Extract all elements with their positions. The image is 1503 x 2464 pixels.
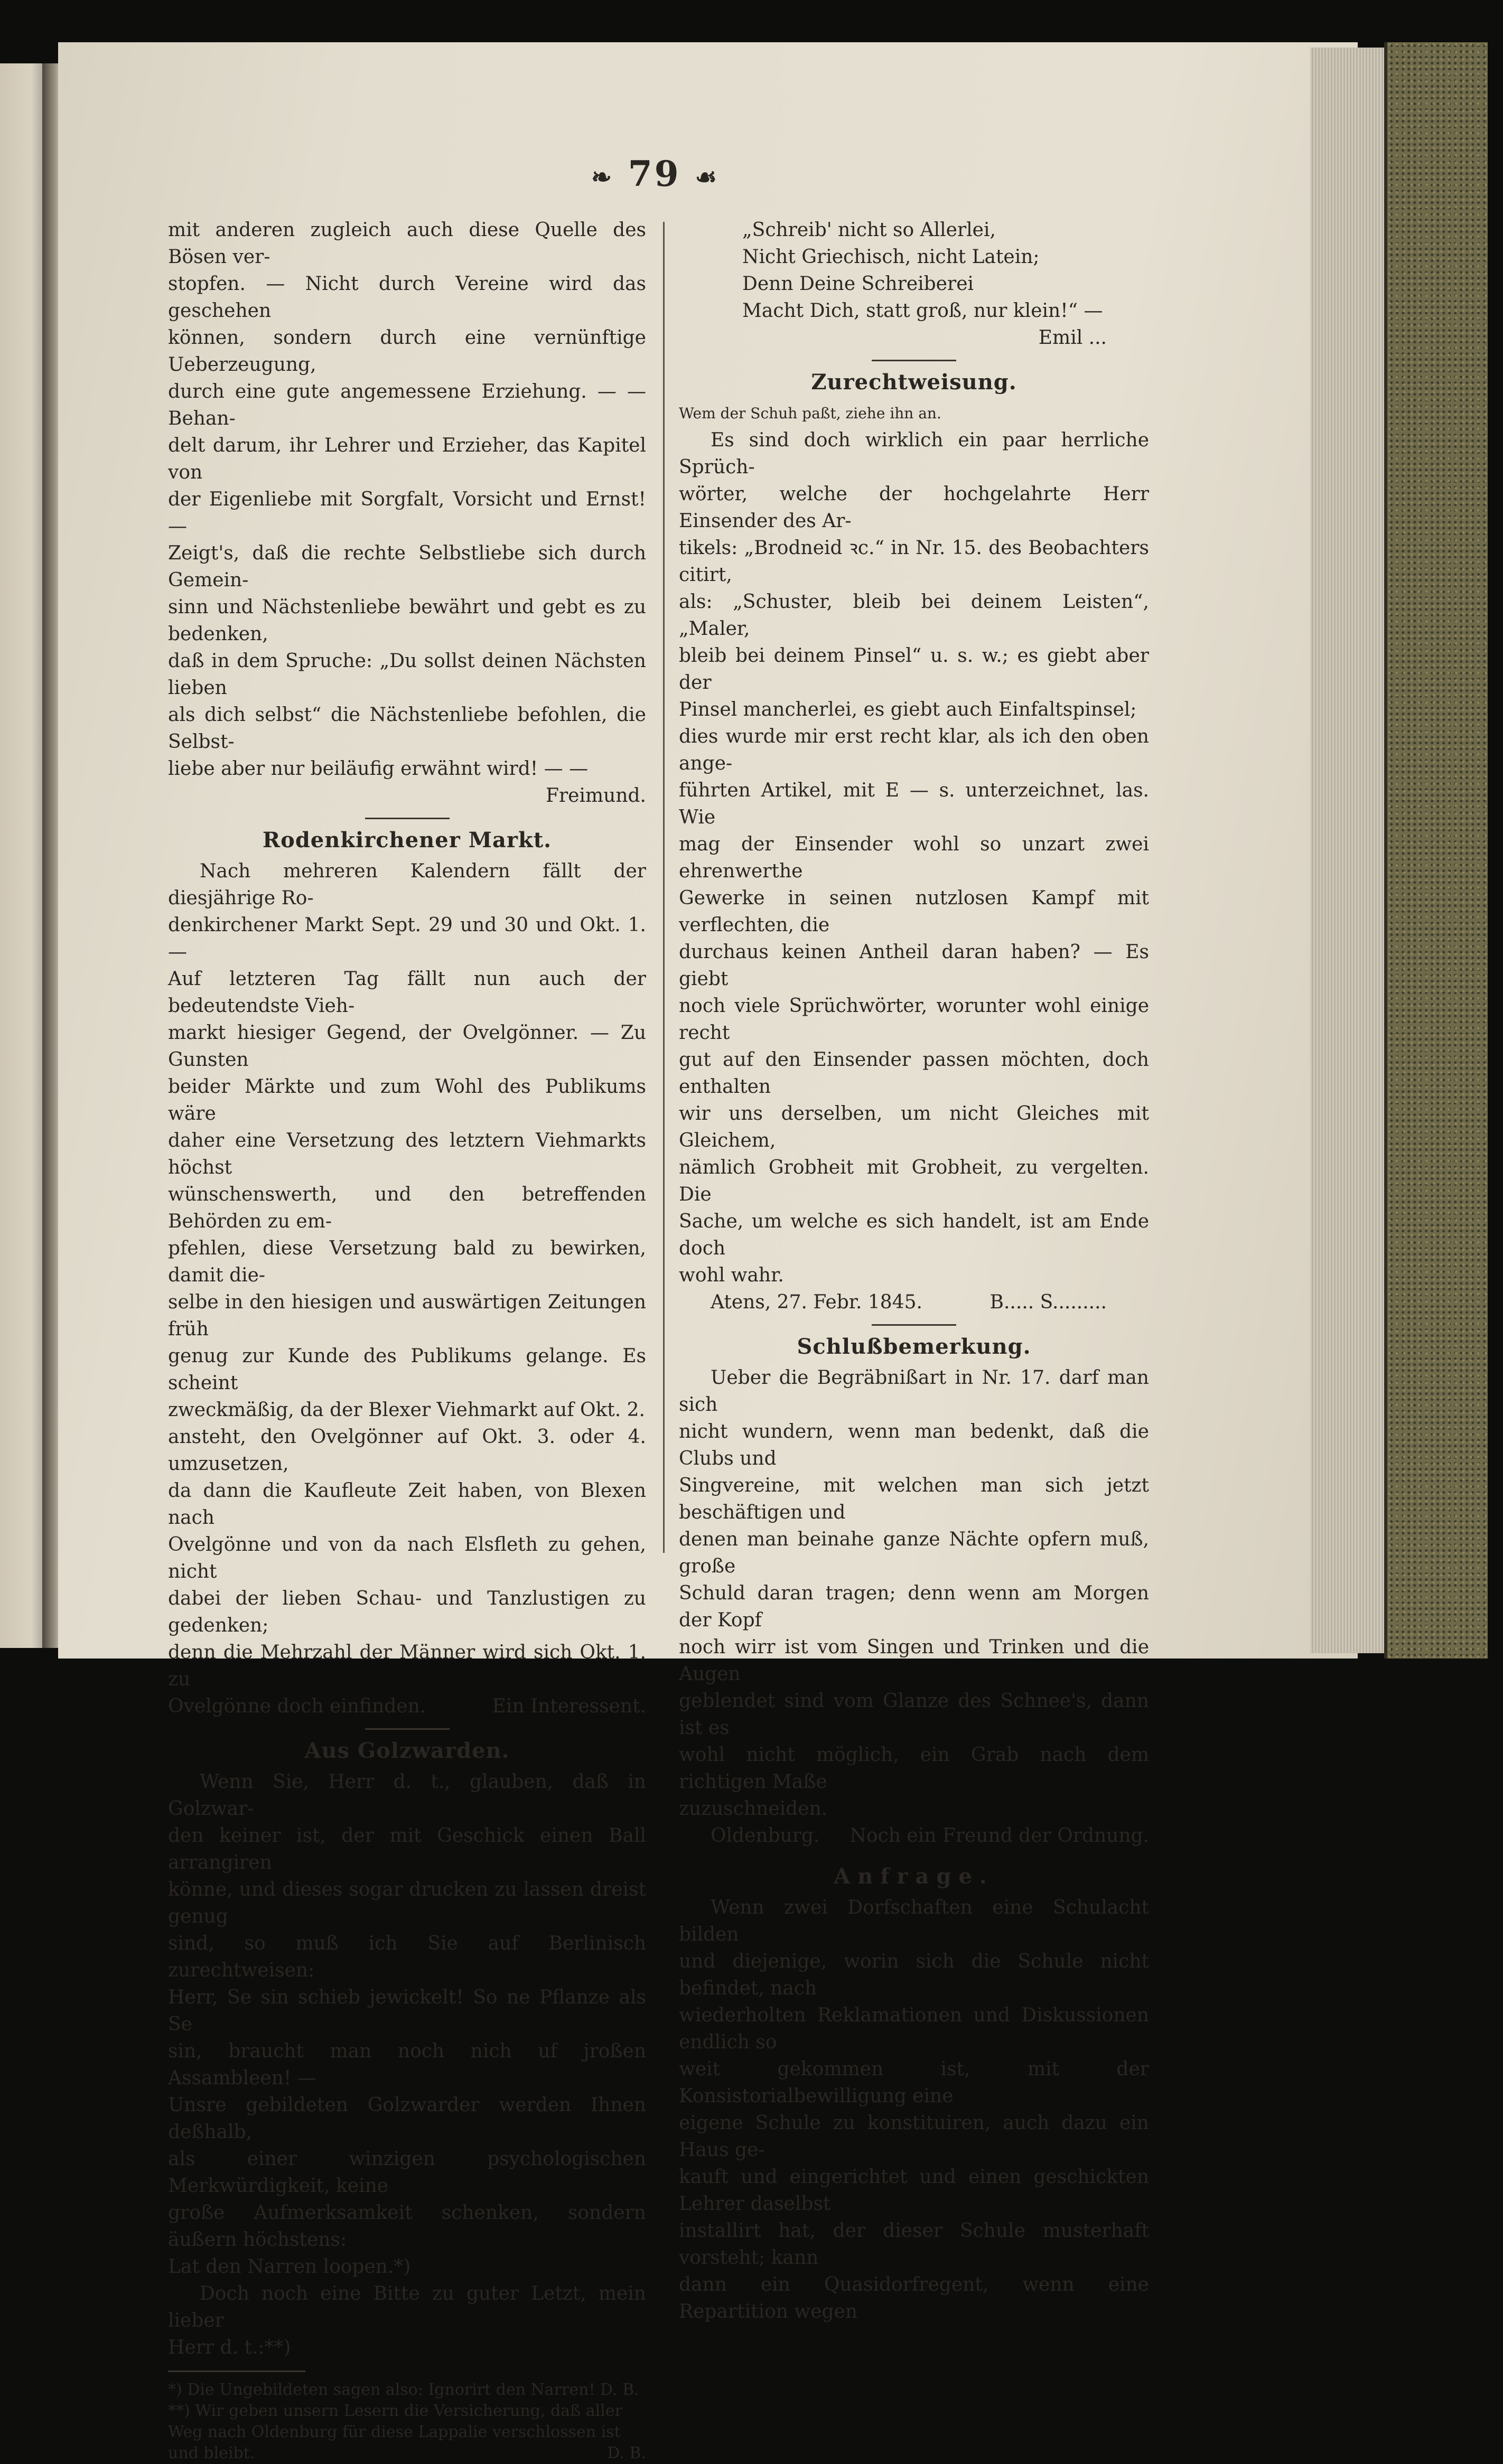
text-line: führten Artikel, mit E — s. unterzeichnet, las. Wie [679, 780, 1149, 828]
text-line: wörter, welche der hochgelahrte Herr Einsender des Ar- [679, 483, 1149, 532]
text-line: wohl nicht möglich, ein Grab nach dem richtigen Maße [679, 1744, 1149, 1793]
text-line: wir uns derselben, um nicht Gleiches mit Gleichem, [679, 1103, 1149, 1151]
text-line: sin, braucht man noch nich uf jroßen Assambleen! — [168, 2040, 646, 2089]
text-line: wünschenswerth, und den betreffenden Behörden zu em- [168, 1184, 646, 1232]
text-line: eigene Schule zu konstituiren, auch dazu ein Haus ge- [679, 2112, 1149, 2161]
right-column [679, 217, 1149, 2325]
text-line: Ovelgönne und von da nach Elsfleth zu gehen, nicht [168, 1534, 646, 1582]
poem-line: „Schreib' nicht so Allerlei, [742, 219, 996, 241]
text-line: noch viele Sprüchwörter, worunter wohl einige recht [679, 995, 1149, 1044]
text-line: Unsre gebildeten Golzwarder werden Ihnen deßhalb, [168, 2094, 646, 2143]
text-line: Lat den Narren loopen.*) [168, 2256, 411, 2278]
section-heading: Aus Golzwarden. [304, 1738, 510, 1763]
text-line: denkirchener Markt Sept. 29 und 30 und Okt. 1. — [168, 914, 646, 963]
text-line: können, sondern durch eine vernünftige Ueberzeugung, [168, 327, 646, 376]
text-line: noch wirr ist vom Singen und Trinken und die Augen [679, 1636, 1149, 1685]
text-line: installirt hat, der dieser Schule musterhaft vorsteht; kann [679, 2220, 1149, 2269]
text-line: nämlich Grobheit mit Grobheit, zu vergelten. Die [679, 1157, 1149, 1205]
text-line: daher eine Versetzung des letztern Viehmarkts höchst [168, 1130, 646, 1178]
text-line: Pinsel mancherlei, es giebt auch Einfaltspinsel; [679, 699, 1137, 720]
signature: Emil ... [1038, 327, 1107, 349]
text-line: der Eigenliebe mit Sorgfalt, Vorsicht und Ernst! — [168, 489, 646, 537]
signature: Freimund. [545, 785, 646, 807]
text-line: mit anderen zugleich auch diese Quelle des Bösen ver- [168, 219, 646, 268]
text-line: liebe aber nur beiläufig erwähnt wird! — — [168, 758, 589, 780]
section-rule [872, 1324, 956, 1326]
text-line: Wenn Sie, Herr d. t., glauben, daß in Golzwar- [168, 1771, 646, 1820]
text-line: den keiner ist, der mit Geschick einen Ball arrangiren [168, 1825, 646, 1873]
text-line: bleib bei deinem Pinsel“ u. s. w.; es giebt aber der [679, 645, 1149, 694]
text-line: geblendet sind vom Glanze des Schnee's, dann ist es [679, 1690, 1149, 1739]
text-line: Auf letzteren Tag fällt nun auch der bedeutendste Vieh- [168, 968, 646, 1017]
poem-line: Nicht Griechisch, nicht Latein; [742, 246, 1040, 268]
text-line: da dann die Kaufleute Zeit haben, von Blexen nach [168, 1480, 646, 1529]
place-date: Atens, 27. Febr. 1845. [711, 1291, 922, 1313]
footnote-signature-row [168, 2443, 646, 2464]
motto: Wem der Schuh paßt, ziehe ihn an. [679, 405, 941, 422]
text-line: Es sind doch wirklich ein paar herrliche Sprüch- [679, 429, 1149, 478]
section-rule [365, 1728, 450, 1730]
text-line: dabei der lieben Schau- und Tanzlustigen zu gedenken; [168, 1588, 646, 1636]
text-line: sind, so muß ich Sie auf Berlinisch zurechtweisen: [168, 1933, 646, 1981]
zurechtweisung-article [679, 427, 1149, 1316]
signature-row [168, 1693, 646, 1720]
anfrage-article [679, 1894, 1149, 2325]
book-cover [1384, 42, 1488, 1659]
text-line: Gewerke in seinen nutzlosen Kampf mit verflechten, die [679, 887, 1149, 936]
text-line: als dich selbst“ die Nächstenliebe befohlen, die Selbst- [168, 704, 646, 753]
text-line: große Aufmerksamkeit schenken, sondern äußern höchstens: [168, 2202, 646, 2251]
text-line: denen man beinahe ganze Nächte opfern muß, große [679, 1529, 1149, 1577]
poem-line: Denn Deine Schreiberei [742, 273, 974, 295]
text-line: und diejenige, worin sich die Schule nicht befindet, nach [679, 1951, 1149, 1999]
footnote: **) Wir geben unsern Lesern die Versicherung, daß aller [168, 2402, 622, 2420]
text-line: Ueber die Begräbnißart in Nr. 17. darf man sich [679, 1367, 1149, 1416]
poem [679, 217, 1149, 324]
signature-row [679, 1822, 1149, 1849]
signature: D. B. [607, 2444, 646, 2462]
freimund-article [168, 217, 646, 809]
text-line: wohl wahr. [679, 1264, 784, 1286]
footnote: und bleibt. [168, 2444, 255, 2462]
signature-row [679, 1289, 1149, 1316]
section-heading: Schlußbemerkung. [797, 1334, 1031, 1359]
text-line: mag der Einsender wohl so unzart zwei ehrenwerthe [679, 833, 1149, 882]
text-line: Herr d. t.:**) [168, 2337, 291, 2358]
schlussbemerkung-article [679, 1364, 1149, 1849]
section-rule [365, 818, 450, 819]
section-heading: Rodenkirchener Markt. [262, 828, 552, 852]
text-line: dies wurde mir erst recht klar, als ich den oben ange- [679, 726, 1149, 774]
text-line: als: „Schuster, bleib bei deinem Leisten“, „Maler, [679, 591, 1149, 640]
footnote: Weg nach Oldenburg für diese Lappalie verschlossen ist [168, 2423, 621, 2441]
text-line: zuzuschneiden. [679, 1798, 828, 1820]
page-number: 79 [628, 153, 681, 194]
section-heading: Anfrage. [834, 1864, 994, 1889]
text-line: tikels: „Brodneid ꝛc.“ in Nr. 15. des Beobachters citirt, [679, 537, 1149, 586]
text-line: ansteht, den Ovelgönner auf Okt. 3. oder 4. umzusetzen, [168, 1426, 646, 1475]
right-ornament-icon: ☙ [695, 163, 719, 191]
text-line: Sache, um welche es sich handelt, ist am Ende doch [679, 1211, 1149, 1259]
signature: Noch ein Freund der Ordnung. [849, 1825, 1149, 1847]
section-heading: Zurechtweisung. [811, 370, 1017, 395]
text-line: Herr, Se sin schieb jewickelt! So ne Pflanze als Se [168, 1987, 646, 2035]
text-line: denn die Mehrzahl der Männer wird sich Okt. 1. zu [168, 1642, 646, 1690]
text-line: nicht wundern, wenn man bedenkt, daß die Clubs und [679, 1421, 1149, 1469]
text-line: Singvereine, mit welchen man sich jetzt beschäftigen und [679, 1475, 1149, 1523]
text-line: kauft und eingerichtet und einen geschickten Lehrer daselbst [679, 2166, 1149, 2215]
text-line: als einer winzigen psychologischen Merkwürdigkeit, keine [168, 2148, 646, 2197]
text-line: gut auf den Einsender passen möchten, doch enthalten [679, 1049, 1149, 1098]
left-ornament-icon: ❧ [591, 163, 614, 191]
left-column [168, 217, 646, 2464]
text-line: könne, und dieses sogar drucken zu lassen dreist genug [168, 1879, 646, 1927]
text-line: selbe in den hiesigen und auswärtigen Zeitungen früh [168, 1291, 646, 1340]
footnote-rule [168, 2371, 305, 2372]
text-line: durch eine gute angemessene Erziehung. — — Behan- [168, 381, 646, 429]
text-line: genug zur Kunde des Publikums gelange. Es scheint [168, 1345, 646, 1394]
text-line: Zeigt's, daß die rechte Selbstliebe sich durch Gemein- [168, 542, 646, 591]
text-line: Ovelgönne doch einfinden. [168, 1695, 426, 1717]
text-line: Schuld daran tragen; denn wenn am Morgen der Kopf [679, 1582, 1149, 1631]
text-line: Doch noch eine Bitte zu guter Letzt, mein lieber [168, 2283, 646, 2331]
text-line: beider Märkte und zum Wohl des Publikums wäre [168, 1076, 646, 1125]
footnotes [168, 2379, 646, 2464]
text-line: daß in dem Spruche: „Du sollst deinen Nächsten lieben [168, 650, 646, 699]
text-line: weit gekommen ist, mit der Konsistorialbewilligung eine [679, 2058, 1149, 2107]
text-line: Nach mehreren Kalendern fällt der diesjährige Ro- [168, 860, 646, 909]
place: Oldenburg. [711, 1825, 820, 1847]
text-line: wiederholten Reklamationen und Diskussionen endlich so [679, 2004, 1149, 2053]
section-rule [872, 360, 956, 361]
footnote: *) Die Ungebildeten sagen also: Ignorirt den Narren! D. B. [168, 2381, 639, 2399]
poem-line: Macht Dich, statt groß, nur klein!“ — [742, 300, 1103, 322]
markt-article [168, 858, 646, 1720]
text-line: pfehlen, diese Versetzung bald zu bewirken, damit die- [168, 1238, 646, 1286]
text-line: Wenn zwei Dorfschaften eine Schulacht bilden [679, 1897, 1149, 1945]
column-divider [663, 222, 665, 1553]
text-line: durchaus keinen Antheil daran haben? — Es giebt [679, 941, 1149, 990]
page-number-header [544, 153, 766, 194]
signature: B..... S......... [989, 1291, 1107, 1313]
signature: Ein Interessent. [492, 1695, 646, 1717]
text-line: markt hiesiger Gegend, der Ovelgönner. — Zu Gunsten [168, 1022, 646, 1071]
golzwarden-article [168, 1768, 646, 2361]
text-line: zweckmäßig, da der Blexer Viehmarkt auf Okt. 2. [168, 1399, 645, 1421]
text-line: stopfen. — Nicht durch Vereine wird das geschehen [168, 273, 646, 322]
text-line: sinn und Nächstenliebe bewährt und gebt es zu bedenken, [168, 596, 646, 645]
text-line: delt darum, ihr Lehrer und Erzieher, das Kapitel von [168, 435, 646, 483]
text-line: dann ein Quasidorfregent, wenn eine Repartition wegen [679, 2274, 1149, 2322]
